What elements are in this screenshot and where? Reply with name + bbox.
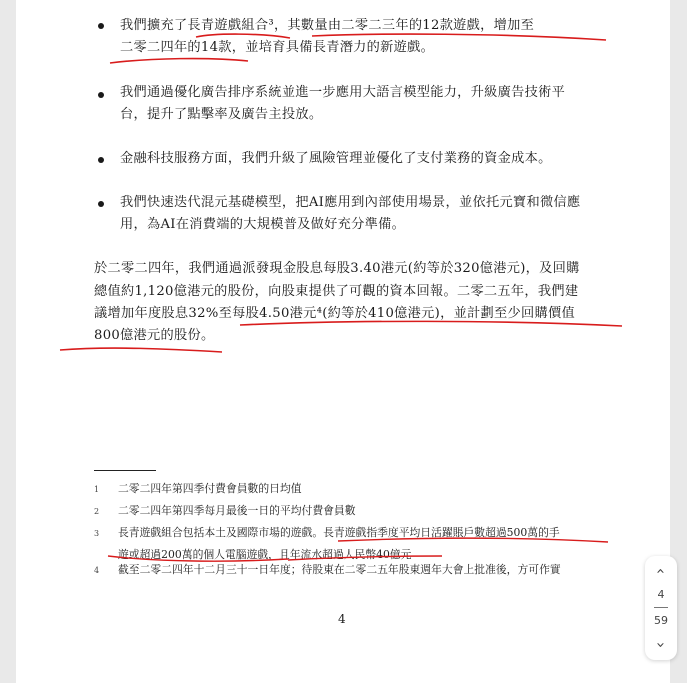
bullet-2-line-2: 台，提升了點擊率及廣告主投放。 <box>120 107 323 122</box>
bullet-2-line-1: 我們通過優化廣告排序系統並進一步應用大語言模型能力，升級廣告技術平 <box>120 85 566 100</box>
total-pages-indicator: 59 <box>654 614 668 627</box>
paragraph-line-4: 800億港元的股份。 <box>94 328 215 343</box>
bullet-1-line-1: 我們擴充了長青遊戲組合³，其數量由二零二三年的12款遊戲，增加至 <box>120 18 535 33</box>
paragraph-line-2: 總值約1,120億港元的股份，向股東提供了可觀的資本回報。二零二五年，我們建 <box>94 284 579 299</box>
page-count-divider <box>654 607 668 608</box>
footnote-3-text-line-2: 遊或超過200萬的個人電腦遊戲，且年流水超過人民幣40億元 <box>118 548 412 561</box>
bullet-4-line-1: 我們快速迭代混元基礎模型，把AI應用到內部使用場景，並依托元寶和微信應 <box>120 195 581 210</box>
document-page <box>16 0 670 683</box>
chevron-down-icon[interactable]: › <box>652 642 670 648</box>
footnote-3-text-line-1: 長青遊戲組合包括本土及國際市場的遊戲。長青遊戲指季度平均日活躍賬戶數超過500萬的手 <box>118 526 560 539</box>
footnote-1-text: 二零二四年第四季付費會員數的日均值 <box>118 482 302 495</box>
bullet-marker <box>98 157 104 163</box>
page-number: 4 <box>338 612 346 626</box>
bullet-marker <box>98 23 104 29</box>
chevron-up-icon[interactable]: ‹ <box>652 568 670 574</box>
footnote-2-number: 2 <box>94 507 100 516</box>
page-navigator <box>645 556 677 660</box>
bullet-4-line-2: 用，為AI在消費端的大規模普及做好充分準備。 <box>120 217 406 232</box>
footnote-3-number: 3 <box>94 529 100 538</box>
footnote-4-text: 截至二零二四年十二月三十一日年度；待股東在二零二五年股東週年大會上批准後，方可作實 <box>118 563 561 576</box>
footnote-divider <box>94 470 156 471</box>
paragraph-line-3: 議增加年度股息32%至每股4.50港元⁴(約等於410億港元)，並計劃至少回購價值 <box>94 306 575 321</box>
footnote-1-number: 1 <box>94 485 100 494</box>
paragraph-line-1: 於二零二四年，我們通過派發現金股息每股3.40港元(約等於320億港元)，及回購 <box>94 261 580 276</box>
bullet-3-line-1: 金融科技服務方面，我們升級了風險管理並優化了支付業務的資金成本。 <box>120 151 552 166</box>
bullet-marker <box>98 92 104 98</box>
bullet-marker <box>98 201 104 207</box>
footnote-2-text: 二零二四年第四季每月最後一日的平均付費會員數 <box>118 504 356 517</box>
bullet-1-line-2: 二零二四年的14款，並培育具備長青潛力的新遊戲。 <box>120 40 435 55</box>
footnote-4-number: 4 <box>94 566 100 575</box>
current-page-indicator: 4 <box>657 588 665 601</box>
